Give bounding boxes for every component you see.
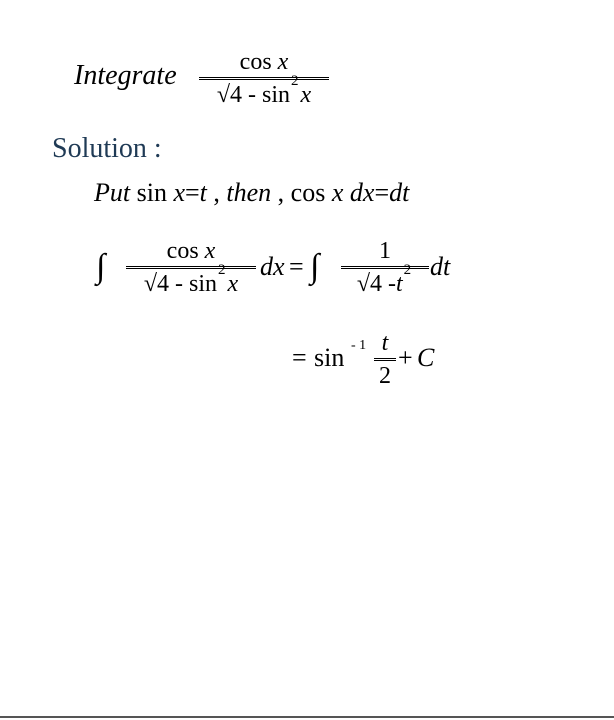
integrate-label: Integrate [74,60,177,91]
step1-left-radical-symbol: √ [143,271,157,297]
dt-differential: dt [389,178,410,207]
step2-denominator: 2 [379,363,391,389]
step2-numerator: t [381,330,389,356]
problem-numerator [240,50,289,74]
step1-right-numerator: 1 [379,238,391,264]
step1-right-fraction [341,239,429,296]
integration-constant: C [417,343,435,372]
substitution-line [94,178,409,208]
step1-right-denominator-exp: 2 [403,262,412,278]
equals-sign: = [374,178,390,207]
comma: , [213,178,220,207]
problem-fraction-bar [199,77,329,80]
integral-sign: ∫ [310,248,320,285]
problem-denominator-var: x [300,82,312,108]
equals-sign: = [289,252,304,281]
step1-right-denominator-const: 4 - [370,271,396,297]
integral-sign: ∫ [96,248,106,285]
step2-fraction [374,331,396,388]
step1-left-denominator-exp: 2 [218,262,226,278]
step1-left-denominator-const: 4 - sin [157,271,217,297]
arcsine-func: sin [314,343,345,372]
step1-right-denominator [356,262,413,297]
inverse-exponent: - 1 [351,338,367,353]
problem-radical-symbol: √ [216,82,230,108]
t-variable: t [199,178,207,207]
dx-differential: dx [349,178,375,207]
step1-right-denominator-var: t [396,271,403,297]
bottom-divider [0,716,614,718]
dt-differential: dt [430,252,451,281]
step2-fraction-bar [374,358,396,361]
problem-numerator-func: cos [239,49,272,75]
step1-right-radical-symbol: √ [356,271,370,297]
solution-heading: Solution : [52,133,162,164]
step1-left-numerator-func: cos [166,238,199,264]
put-word: Put [94,178,131,207]
step1-left-fraction [126,239,256,296]
equals-sign: = [185,178,200,207]
step1-left-fraction-bar [126,266,256,269]
x-variable: x [331,178,344,207]
step1-left-denominator [143,262,239,297]
plus-sign: + [398,343,413,372]
comma: , [277,178,285,207]
step1-left-denominator-var: x [227,271,239,297]
cos-func: cos [290,178,326,207]
problem-fraction [199,50,329,107]
problem-numerator-var: x [277,49,289,75]
equals-sign: = [292,343,307,372]
x-variable: x [173,178,185,207]
problem-denominator [216,73,312,108]
problem-denominator-const: 4 - sin [230,82,290,108]
step1-left-numerator-var: x [204,238,216,264]
dx-differential: dx [260,252,285,281]
step1-right-fraction-bar [341,266,429,269]
problem-denominator-exp: 2 [291,73,299,89]
sin-func: sin [136,178,167,207]
step1-left-numerator [167,239,216,263]
then-word: then [226,178,272,207]
